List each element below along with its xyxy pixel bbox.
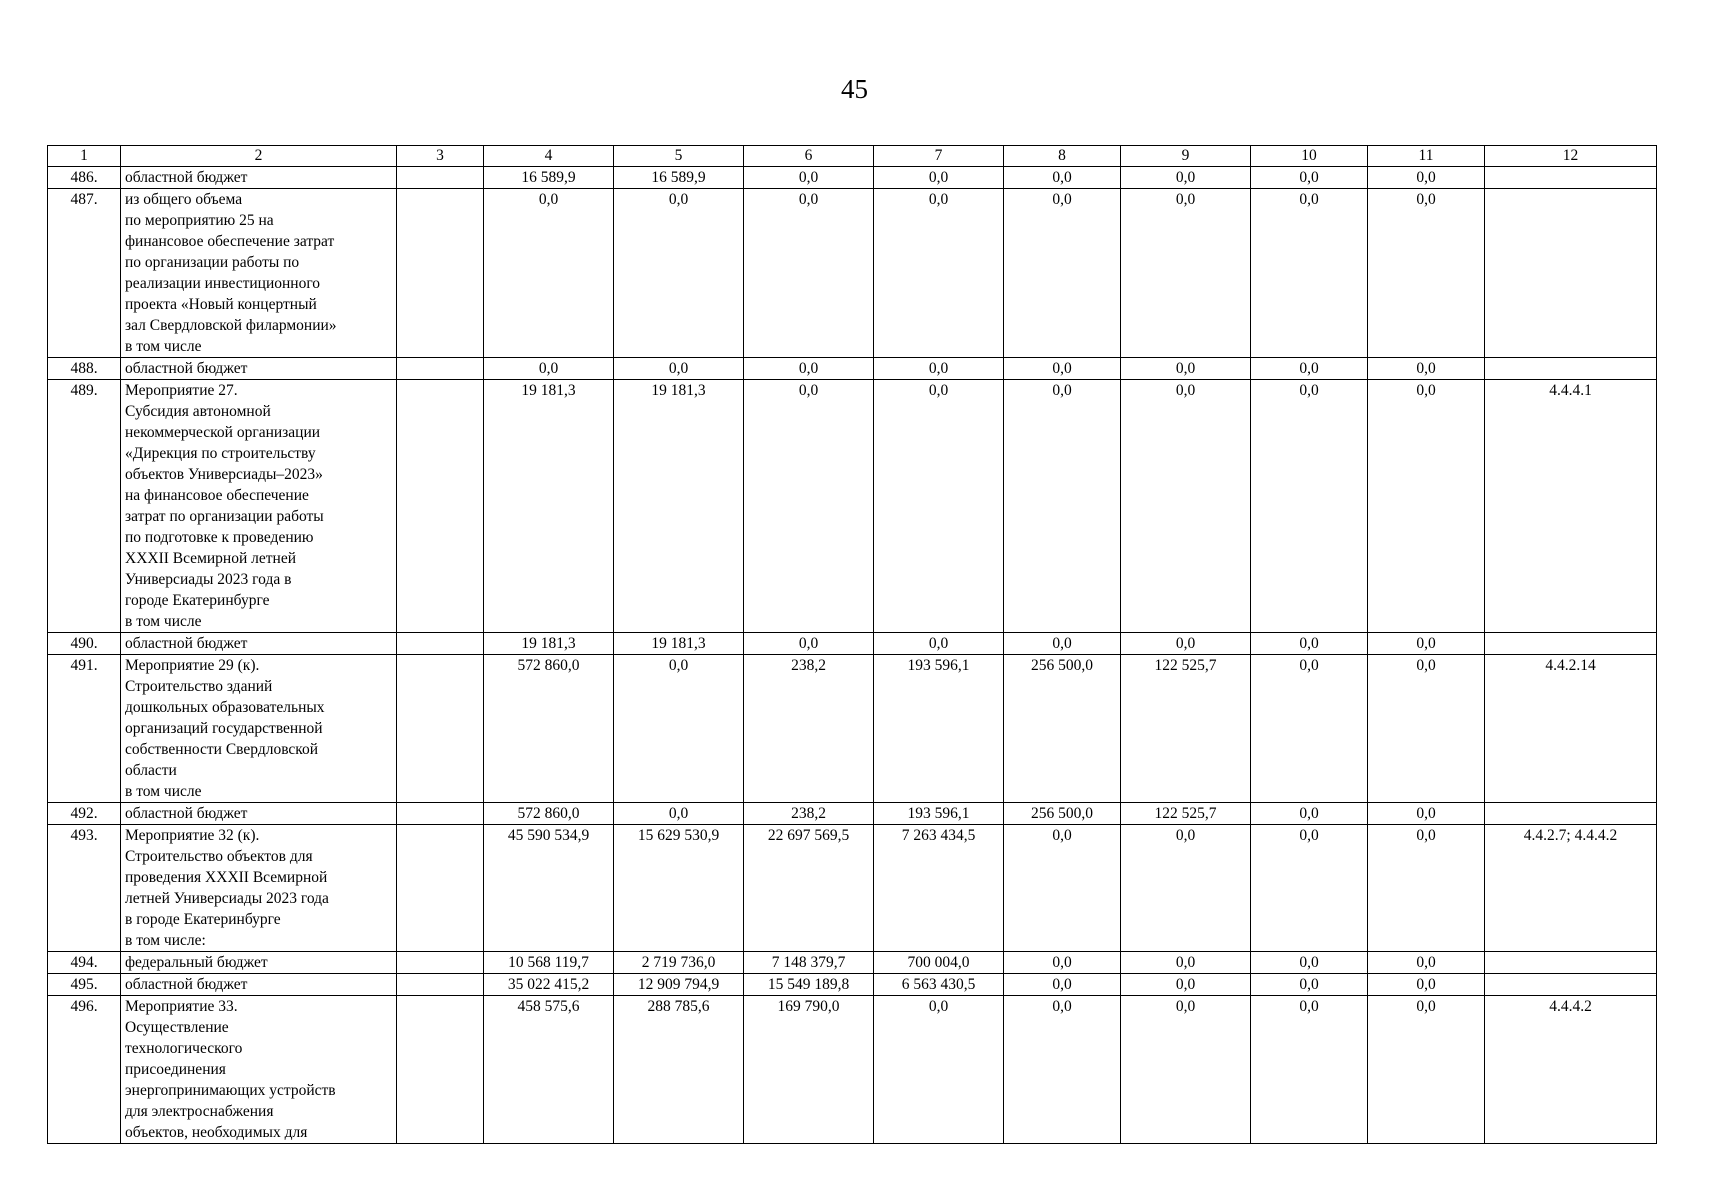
- value-cell: 0,0: [1368, 803, 1485, 825]
- target-reference-cell: 4.4.2.14: [1485, 655, 1657, 803]
- value-cell: 16 589,9: [484, 167, 614, 189]
- value-cell: 0,0: [1251, 803, 1368, 825]
- column-header: 9: [1121, 146, 1251, 167]
- description-cell: областной бюджет: [121, 803, 397, 825]
- table-row: [48, 655, 1657, 803]
- table-row: [48, 189, 1657, 358]
- column-header: 8: [1004, 146, 1121, 167]
- value-cell: 0,0: [484, 189, 614, 358]
- value-cell: 0,0: [1251, 358, 1368, 380]
- value-cell: 0,0: [1004, 825, 1121, 952]
- row-number-cell: 491.: [48, 655, 121, 803]
- value-cell: 16 589,9: [614, 167, 744, 189]
- value-cell: 6 563 430,5: [874, 974, 1004, 996]
- column-3-cell: [397, 974, 484, 996]
- description-cell: областной бюджет: [121, 974, 397, 996]
- value-cell: 0,0: [1121, 952, 1251, 974]
- row-number-cell: 493.: [48, 825, 121, 952]
- row-number-cell: 486.: [48, 167, 121, 189]
- target-reference-cell: 4.4.4.2: [1485, 996, 1657, 1144]
- value-cell: 19 181,3: [614, 633, 744, 655]
- column-3-cell: [397, 189, 484, 358]
- page-number: 45: [841, 74, 868, 104]
- target-reference-cell: 4.4.4.1: [1485, 380, 1657, 633]
- value-cell: 0,0: [1368, 974, 1485, 996]
- value-cell: 0,0: [1368, 655, 1485, 803]
- value-cell: 2 719 736,0: [614, 952, 744, 974]
- column-header: 6: [744, 146, 874, 167]
- value-cell: 0,0: [1121, 996, 1251, 1144]
- column-header: 1: [48, 146, 121, 167]
- value-cell: 7 263 434,5: [874, 825, 1004, 952]
- target-reference-cell: [1485, 952, 1657, 974]
- target-reference-cell: 4.4.2.7; 4.4.4.2: [1485, 825, 1657, 952]
- value-cell: 0,0: [1004, 358, 1121, 380]
- description-cell: Мероприятие 32 (к). Строительство объектов для проведения XXXII Всемирной летней Универсиады 2023 года в городе Екатеринбурге в том числе:: [121, 825, 397, 952]
- column-header: 10: [1251, 146, 1368, 167]
- description-cell: Мероприятие 27. Субсидия автономной некоммерческой организации «Дирекция по строительству объектов Универсиады–2023» на финансовое обеспечение затрат по организации работы по подготовке к проведению XXXII Всемирной летней Универсиады 2023 года в городе Екатеринбурге в том числе: [121, 380, 397, 633]
- value-cell: 0,0: [1004, 189, 1121, 358]
- value-cell: 0,0: [484, 358, 614, 380]
- row-number-cell: 492.: [48, 803, 121, 825]
- value-cell: 0,0: [614, 189, 744, 358]
- description-cell: Мероприятие 33. Осуществление технологического присоединения энергопринимающих устройств для электроснабжения объектов, необходимых для: [121, 996, 397, 1144]
- value-cell: 19 181,3: [614, 380, 744, 633]
- value-cell: 0,0: [1251, 655, 1368, 803]
- column-header: 3: [397, 146, 484, 167]
- value-cell: 0,0: [1368, 189, 1485, 358]
- value-cell: 0,0: [614, 358, 744, 380]
- table-row: [48, 380, 1657, 633]
- column-3-cell: [397, 358, 484, 380]
- value-cell: 0,0: [874, 167, 1004, 189]
- column-3-cell: [397, 952, 484, 974]
- value-cell: 122 525,7: [1121, 655, 1251, 803]
- description-cell: областной бюджет: [121, 358, 397, 380]
- row-number-cell: 494.: [48, 952, 121, 974]
- budget-table: [47, 145, 1657, 1144]
- column-number-header-row: [48, 146, 1657, 167]
- value-cell: 0,0: [1251, 380, 1368, 633]
- value-cell: 0,0: [614, 803, 744, 825]
- table-row: [48, 974, 1657, 996]
- row-number-cell: 495.: [48, 974, 121, 996]
- value-cell: 0,0: [1121, 380, 1251, 633]
- value-cell: 0,0: [1251, 189, 1368, 358]
- target-reference-cell: [1485, 974, 1657, 996]
- table-row: [48, 952, 1657, 974]
- description-cell: областной бюджет: [121, 167, 397, 189]
- column-3-cell: [397, 380, 484, 633]
- description-cell: Мероприятие 29 (к). Строительство зданий дошкольных образовательных организаций государственной собственности Свердловской области в том числе: [121, 655, 397, 803]
- value-cell: 288 785,6: [614, 996, 744, 1144]
- table-row: [48, 996, 1657, 1144]
- value-cell: 10 568 119,7: [484, 952, 614, 974]
- value-cell: 0,0: [1368, 167, 1485, 189]
- value-cell: 0,0: [1251, 974, 1368, 996]
- column-header: 7: [874, 146, 1004, 167]
- column-3-cell: [397, 633, 484, 655]
- value-cell: 19 181,3: [484, 380, 614, 633]
- column-3-cell: [397, 996, 484, 1144]
- value-cell: 0,0: [1368, 358, 1485, 380]
- table-row: [48, 167, 1657, 189]
- value-cell: 193 596,1: [874, 655, 1004, 803]
- table-row: [48, 358, 1657, 380]
- value-cell: 0,0: [1368, 380, 1485, 633]
- value-cell: 0,0: [874, 380, 1004, 633]
- column-header: 12: [1485, 146, 1657, 167]
- target-reference-cell: [1485, 633, 1657, 655]
- value-cell: 122 525,7: [1121, 803, 1251, 825]
- value-cell: 0,0: [744, 633, 874, 655]
- value-cell: 0,0: [744, 167, 874, 189]
- value-cell: 193 596,1: [874, 803, 1004, 825]
- value-cell: 458 575,6: [484, 996, 614, 1144]
- value-cell: 0,0: [1368, 825, 1485, 952]
- value-cell: 19 181,3: [484, 633, 614, 655]
- value-cell: 0,0: [1004, 380, 1121, 633]
- column-3-cell: [397, 803, 484, 825]
- value-cell: 0,0: [1121, 633, 1251, 655]
- value-cell: 256 500,0: [1004, 803, 1121, 825]
- value-cell: 0,0: [874, 996, 1004, 1144]
- value-cell: 0,0: [1004, 996, 1121, 1144]
- column-header: 4: [484, 146, 614, 167]
- value-cell: 0,0: [744, 189, 874, 358]
- value-cell: 0,0: [1121, 167, 1251, 189]
- row-number-cell: 496.: [48, 996, 121, 1144]
- value-cell: 0,0: [1004, 633, 1121, 655]
- value-cell: 700 004,0: [874, 952, 1004, 974]
- value-cell: 0,0: [874, 189, 1004, 358]
- value-cell: 0,0: [1121, 825, 1251, 952]
- value-cell: 15 549 189,8: [744, 974, 874, 996]
- column-3-cell: [397, 655, 484, 803]
- value-cell: 12 909 794,9: [614, 974, 744, 996]
- column-header: 11: [1368, 146, 1485, 167]
- value-cell: 0,0: [744, 358, 874, 380]
- value-cell: 0,0: [614, 655, 744, 803]
- value-cell: 0,0: [1121, 358, 1251, 380]
- column-header: 2: [121, 146, 397, 167]
- value-cell: 0,0: [1251, 825, 1368, 952]
- target-reference-cell: [1485, 358, 1657, 380]
- row-number-cell: 490.: [48, 633, 121, 655]
- column-3-cell: [397, 825, 484, 952]
- value-cell: 0,0: [1368, 996, 1485, 1144]
- column-3-cell: [397, 167, 484, 189]
- value-cell: 0,0: [1251, 996, 1368, 1144]
- value-cell: 0,0: [874, 358, 1004, 380]
- value-cell: 0,0: [1004, 974, 1121, 996]
- value-cell: 35 022 415,2: [484, 974, 614, 996]
- row-number-cell: 487.: [48, 189, 121, 358]
- value-cell: 0,0: [874, 633, 1004, 655]
- value-cell: 0,0: [1251, 167, 1368, 189]
- value-cell: 572 860,0: [484, 803, 614, 825]
- row-number-cell: 489.: [48, 380, 121, 633]
- description-cell: областной бюджет: [121, 633, 397, 655]
- value-cell: 0,0: [1251, 952, 1368, 974]
- value-cell: 22 697 569,5: [744, 825, 874, 952]
- value-cell: 0,0: [1004, 167, 1121, 189]
- value-cell: 169 790,0: [744, 996, 874, 1144]
- value-cell: 0,0: [1121, 974, 1251, 996]
- row-number-cell: 488.: [48, 358, 121, 380]
- target-reference-cell: [1485, 167, 1657, 189]
- value-cell: 45 590 534,9: [484, 825, 614, 952]
- value-cell: 0,0: [1004, 952, 1121, 974]
- target-reference-cell: [1485, 189, 1657, 358]
- description-cell: федеральный бюджет: [121, 952, 397, 974]
- value-cell: 15 629 530,9: [614, 825, 744, 952]
- value-cell: 238,2: [744, 655, 874, 803]
- value-cell: 0,0: [744, 380, 874, 633]
- target-reference-cell: [1485, 803, 1657, 825]
- value-cell: 572 860,0: [484, 655, 614, 803]
- value-cell: 0,0: [1368, 952, 1485, 974]
- value-cell: 0,0: [1121, 189, 1251, 358]
- table-row: [48, 825, 1657, 952]
- value-cell: 0,0: [1368, 633, 1485, 655]
- table-row: [48, 803, 1657, 825]
- column-header: 5: [614, 146, 744, 167]
- description-cell: из общего объема по мероприятию 25 на финансовое обеспечение затрат по организации работы по реализации инвестиционного проекта «Новый концертный зал Свердловской филармонии» в том числе: [121, 189, 397, 358]
- value-cell: 7 148 379,7: [744, 952, 874, 974]
- table-row: [48, 633, 1657, 655]
- value-cell: 238,2: [744, 803, 874, 825]
- value-cell: 0,0: [1251, 633, 1368, 655]
- value-cell: 256 500,0: [1004, 655, 1121, 803]
